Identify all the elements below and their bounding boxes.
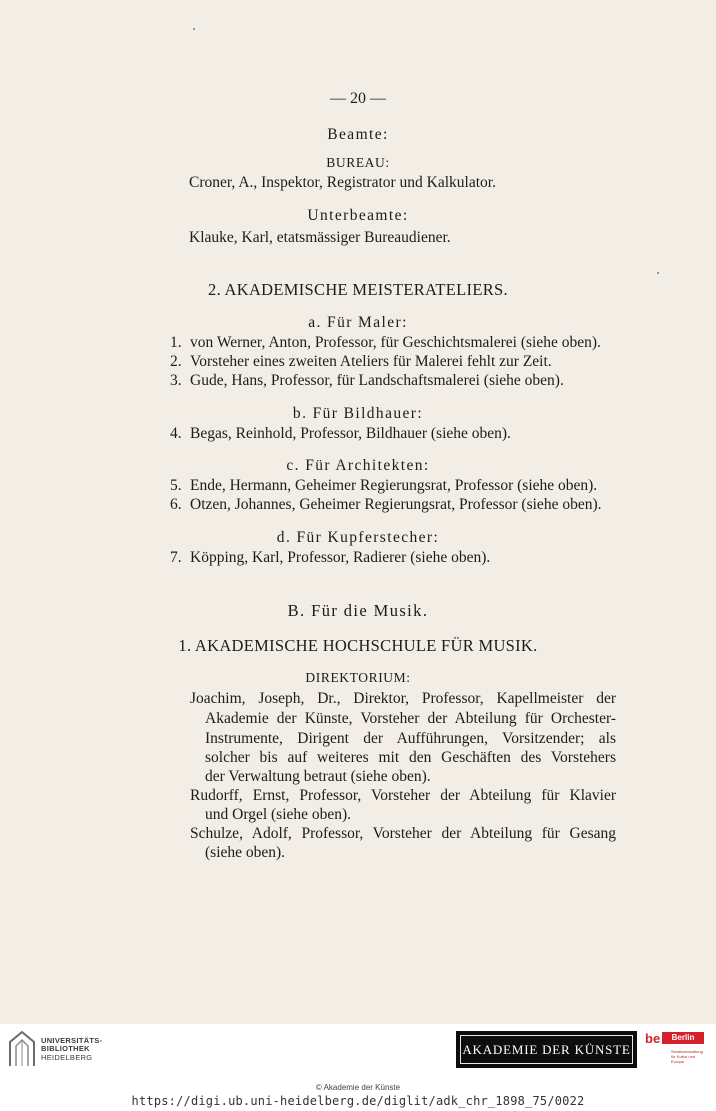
library-line: UNIVERSITÄTS- [41,1036,103,1045]
bureau-entry: Croner, A., Inspektor, Registrator und Kalkulator. [189,174,496,191]
list-item: Köpping, Karl, Professor, Radierer (siehe oben). [190,549,491,566]
item-number: 5. [170,477,182,494]
item-number: 1. [170,334,182,351]
entry-line: solcher bis auf weiteres mit den Geschäften des Vorstehers [205,749,616,766]
berlin-logo-prefix: be [645,1031,661,1046]
unterbeamte-heading: Unterbeamte: [307,207,409,224]
bureau-heading: BUREAU: [326,155,390,170]
architekten-heading: c. Für Architekten: [286,457,430,474]
page-number: — 20 — [330,90,386,107]
library-line: HEIDELBERG [41,1052,93,1062]
scan-speck [657,272,659,274]
item-number: 4. [170,425,182,442]
item-number: 2. [170,353,182,370]
entry-line: Joachim, Joseph, Dr., Direktor, Professor, Kapellmeister der [190,690,616,707]
berlin-logo-subtitle: Senatsverwaltung für Kultur und Europa [671,1049,703,1064]
entry-line: Instrumente, Dirigent der Aufführungen, Vorsitzender; als [205,730,616,747]
list-item: Vorsteher eines zweiten Ateliers für Malerei fehlt zur Zeit. [190,353,552,370]
entry-line: der Verwaltung betraut (siehe oben). [205,768,431,785]
entry-line: (siehe oben). [205,844,286,861]
list-item: Otzen, Johannes, Geheimer Regierungsrat, Professor (siehe oben). [190,496,602,513]
berlin-logo-box: Berlin [662,1032,704,1044]
permalink-url[interactable]: https://digi.ub.uni-heidelberg.de/diglit/adk_chr_1898_75/0022 [131,1094,585,1108]
hochschule-title: 1. AKADEMISCHE HOCHSCHULE FÜR MUSIK. [178,636,538,655]
item-number: 6. [170,496,182,513]
entry-line: Schulze, Adolf, Professor, Vorsteher der Abteilung für Gesang [190,825,616,842]
bildhauer-heading: b. Für Bildhauer: [292,405,424,422]
entry-line: Rudorff, Ernst, Professor, Vorsteher der Abteilung für Klavier [190,787,616,804]
list-item: Gude, Hans, Professor, für Landschaftsmalerei (siehe oben). [190,372,564,389]
list-item: Ende, Hermann, Geheimer Regierungsrat, Professor (siehe oben). [190,477,598,494]
akademie-logo-text: AKADEMIE DER KÜNSTE [460,1035,633,1064]
unterbeamte-entry: Klauke, Karl, etatsmässiger Bureaudiener. [189,229,451,246]
entry-line: Akademie der Künste, Vorsteher der Abteilung für Orchester- [205,710,616,727]
meisterateliers-title: 2. AKADEMISCHE MEISTERATELIERS. [208,280,508,299]
maler-heading: a. Für Maler: [308,314,408,331]
akademie-logo[interactable] [456,1031,637,1068]
library-line: BIBLIOTHEK [41,1044,90,1054]
kupferstecher-heading: d. Für Kupferstecher: [276,529,440,546]
item-number: 3. [170,372,182,389]
library-logo-icon[interactable] [8,1030,36,1068]
beamte-heading: Beamte: [327,126,389,143]
list-item: Begas, Reinhold, Professor, Bildhauer (siehe oben). [190,425,511,442]
library-name[interactable] [41,1037,102,1062]
item-number: 7. [170,549,182,566]
berlin-logo[interactable] [645,1031,707,1071]
entry-line: und Orgel (siehe oben). [205,806,352,823]
direktorium-heading: DIREKTORIUM: [305,670,411,685]
copyright-notice: © Akademie der Künste [315,1083,401,1092]
list-item: von Werner, Anton, Professor, für Geschichtsmalerei (siehe oben). [190,334,601,351]
musik-section-title: B. Für die Musik. [287,601,429,620]
scan-speck [193,28,195,30]
